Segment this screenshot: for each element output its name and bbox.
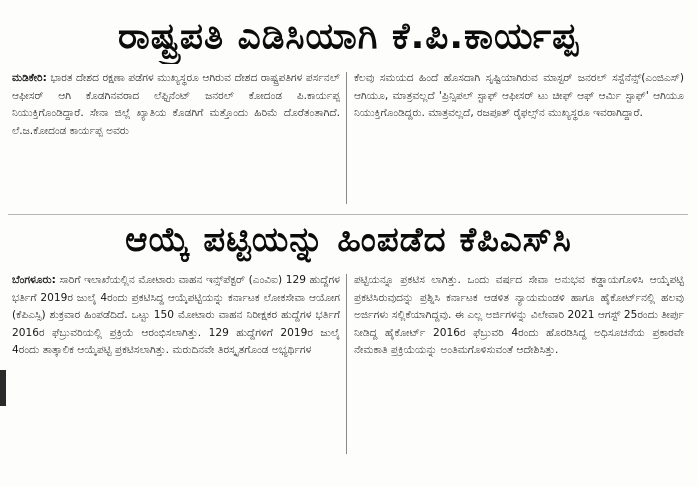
column-divider [346, 72, 347, 204]
article-1-column-right [354, 70, 684, 210]
column-divider [346, 274, 347, 454]
article-2-dateline: ಬೆಂಗಳೂರು: [12, 274, 56, 286]
article-1-headline: ರಾಷ್ಟ್ರಪತಿ ಎಡಿಸಿಯಾಗಿ ಕೆ.ಪಿ.ಕಾರ್ಯಪ್ಪ [117, 16, 580, 57]
article-1-right-text: ಕೆಲವು ಸಮಯದ ಹಿಂದೆ ಹೊಸದಾಗಿ ಸೃಷ್ಟಿಯಾಗಿರುವ ಮಾಸ್ಟರ್ ಜನರಲ್ ಸಸ್ಟೆನೆನ್ಸ್(ಎಂಜಿಎಸ್) ಆಗಿಯೂ, ಮಾತ್ರವಲ್ಲದೆ 'ಪ್ರಿನ್ಸಿಪಲ್ ಸ್ಟಾಫ್ ಆಫೀಸರ್ ಟು ಚೀಫ್ ಆಫ್ ಆರ್ಮಿ ಸ್ಟಾಫ್' ಆಗಿಯೂ ನಿಯುಕ್ತಿಗೊಂಡಿದ್ದರು. ಮಾತ್ರವಲ್ಲದೆ, ರಜಪೂತ್ ರೈಫಲ್ಸ್‌ನ ಮುಖ್ಯಸ್ಥರೂ ಇವರಾಗಿದ್ದಾರೆ. [354, 72, 684, 120]
article-2-left-text: ಸಾರಿಗೆ ಇಲಾಖೆಯಲ್ಲಿನ ಮೋಟಾರು ವಾಹನ ಇನ್ಸ್‌ಪೆಕ್ಟರ್ (ಎಂವಿಐ) 129 ಹುದ್ದೆಗಳ ಭರ್ತಿಗೆ 2019ರ ಜುಲೈ 4ರಂದು ಪ್ರಕಟಿಸಿದ್ದ ಆಯ್ಕೆಪಟ್ಟಿಯನ್ನು ಕರ್ನಾಟಕ ಲೋಕಸೇವಾ ಆಯೋಗ (ಕೆಪಿಎಸ್ಸಿ) ಶುಕ್ರವಾರ ಹಿಂಪಡೆದಿದೆ. ಒಟ್ಟು 150 ಮೋಟಾರು ವಾಹನ ನಿರೀಕ್ಷಕರ ಹುದ್ದೆಗಳ ಭರ್ತಿಗೆ 2016ರ ಫೆಬ್ರುವರಿಯಲ್ಲಿ ಪ್ರಕ್ರಿಯೆ ಆರಂಭಿಸಲಾಗಿತ್ತು. 129 ಹುದ್ದೆಗಳಿಗೆ 2019ರ ಜುಲೈ 4ರಂದು ತಾತ್ಕಾಲಿಕ ಆಯ್ಕೆಪಟ್ಟಿ ಪ್ರಕಟಿಸಲಾಗಿತ್ತು. ಮರುದಿನವೇ ತಿರಸ್ಕೃತಗೊಂಡ ಅಭ್ಯರ್ಥಿಗಳ [12, 274, 340, 357]
article-2-right-text: ಪಟ್ಟಿಯನ್ನೂ ಪ್ರಕಟಿಸ ಲಾಗಿತ್ತು. ಒಂದು ವರ್ಷದ ಸೇವಾ ಅನುಭವ ಕಡ್ಡಾಯಗೊಳಿಸಿ ಆಯ್ಕೆಪಟ್ಟಿ ಪ್ರಕಟಿಸಿರುವುದನ್ನು ಪ್ರಶ್ನಿಸಿ ಕರ್ನಾಟಕ ಆಡಳಿತ ನ್ಯಾಯಮಂಡಳಿ ಹಾಗೂ ಹೈಕೋರ್ಟ್‌ನಲ್ಲಿ ಹಲವು ಅರ್ಜಿಗಳು ಸಲ್ಲಿಕೆಯಾಗಿದ್ದವು. ಈ ಎಲ್ಲ ಅರ್ಜಿಗಳನ್ನು ವಿಲೇವಾರಿ 2021 ಆಗಸ್ಟ್ 25ರಂದು ತೀರ್ಪು ನೀಡಿದ್ದ ಹೈಕೋರ್ಟ್ 2016ರ ಫೆಬ್ರುವರಿ 4ರಂದು ಹೊರಡಿಸಿದ್ದ ಅಧಿಸೂಚನೆಯ ಪ್ರಕಾರವೇ ನೇಮಕಾತಿ ಪ್ರಕ್ರಿಯೆಯನ್ನು ಅಂತಿಮಗೊಳಿಸುವಂತೆ ಆದೇಶಿಸಿತ್ತು. [354, 274, 684, 357]
article-2-headline: ಆಯ್ಕೆ ಪಟ್ಟಿಯನ್ನು ಹಿಂಪಡೆದ ಕೆಪಿಎಸ್‌ಸಿ [125, 220, 572, 260]
article-2-paragraph [12, 272, 340, 360]
article-1-left-text: ಭಾರತ ದೇಶದ ರಕ್ಷಣಾ ಪಡೆಗಳ ಮುಖ್ಯಸ್ಥರೂ ಆಗಿರುವ ದೇಶದ ರಾಷ್ಟ್ರಪತಿಗಳ ಪರ್ಸನಲ್ ಆಫೀಸರ್ ಆಗಿ ಕೊಡಗಿನವರಾದ ಲೆಫ್ಟಿನೆಂಟ್ ಜನರಲ್ ಕೋದಂಡ ಪಿ.ಕಾರ್ಯಪ್ಪ ನಿಯುಕ್ತಿಗೊಂಡಿದ್ದಾರೆ. ಸೇನಾ ಜಿಲ್ಲೆ ಖ್ಯಾತಿಯ ಕೊಡಗಿಗೆ ಮತ್ತೊಂದು ಹಿರಿಮೆ ದೊರೆತಂತಾಗಿದೆ. ಲೆ.ಜ.ಕೋದಂಡ ಕಾರ್ಯಪ್ಪ ಅವರು [12, 72, 340, 137]
article-1-paragraph [12, 70, 340, 140]
article-2-column-right [354, 272, 684, 457]
article-1-dateline: ಮಡಿಕೇರಿ: [12, 72, 47, 84]
article-1-column-left [12, 70, 340, 210]
article-2-column-left [12, 272, 340, 457]
page-edge-mark [0, 370, 6, 406]
